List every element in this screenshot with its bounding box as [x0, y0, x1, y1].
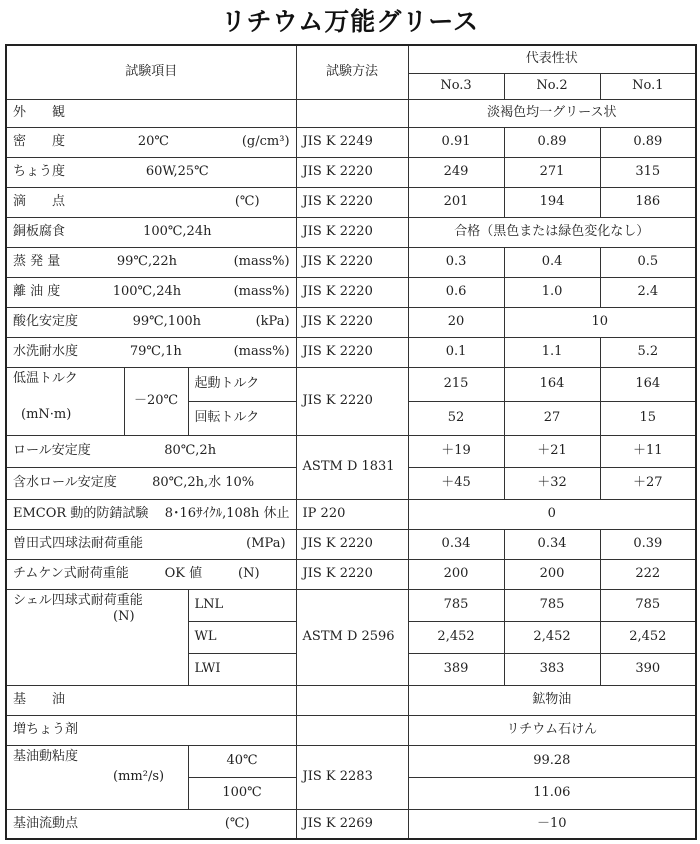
value-no2: 1.1 [504, 337, 600, 367]
value-no2: 0.89 [504, 127, 600, 157]
spec-table [5, 44, 697, 840]
unit: (kPa) [255, 314, 290, 329]
method-cell: JIS K 2220 [296, 247, 408, 277]
row-label: ロール安定度 [13, 443, 91, 458]
value-no1: 222 [600, 559, 696, 589]
method-cell: ASTM D 1831 [296, 435, 408, 499]
value-no3: 0.6 [408, 277, 504, 307]
value-no3: 201 [408, 187, 504, 217]
method-cell: JIS K 2220 [296, 529, 408, 559]
method-cell: JIS K 2269 [296, 809, 408, 839]
value-no1: 15 [600, 401, 696, 435]
value-no2: 271 [504, 157, 600, 187]
value-no3: ＋45 [408, 467, 504, 499]
row-dropping-point [6, 187, 696, 217]
value-no1: 0.39 [600, 529, 696, 559]
condition: 99℃,100h [132, 314, 201, 329]
page-title: リチウム万能グリース [220, 7, 479, 36]
value-no3: 0.3 [408, 247, 504, 277]
row-timken [6, 559, 696, 589]
method-cell: JIS K 2220 [296, 277, 408, 307]
row-label: 離 油 度 [13, 284, 61, 299]
value-no3: 0.91 [408, 127, 504, 157]
value-no2: 1.0 [504, 277, 600, 307]
value-no2: 2,452 [504, 621, 600, 653]
row-shell-lnl [6, 589, 696, 621]
row-appearance [6, 99, 696, 127]
grade-no1: No.1 [600, 73, 696, 99]
row-oxidation-stability [6, 307, 696, 337]
row-label: 滴 点 [13, 194, 66, 209]
row-label: チムケン式耐荷重能 [13, 566, 129, 581]
method-cell: JIS K 2220 [296, 559, 408, 589]
condition: －20℃ [124, 367, 188, 435]
unit: (mass%) [233, 344, 290, 359]
header-properties: 代表性状 [408, 45, 696, 73]
value-cell: 0 [408, 499, 696, 529]
unit: (mm²/s) [113, 768, 165, 784]
value-no1: 164 [600, 367, 696, 401]
value-no3: 785 [408, 589, 504, 621]
method-cell [296, 715, 408, 745]
value-cell: リチウム石けん [408, 715, 696, 745]
grade-no3: No.3 [408, 73, 504, 99]
method-cell [296, 99, 408, 127]
row-viscosity-40 [6, 745, 696, 777]
row-soda-four-ball [6, 529, 696, 559]
row-label: 曽田式四球法耐荷重能 [13, 536, 144, 551]
unit: (℃) [234, 194, 260, 209]
header-test-method: 試験方法 [296, 45, 408, 99]
value-no1: 390 [600, 653, 696, 685]
value-no1: 0.89 [600, 127, 696, 157]
sub-label: WL [188, 621, 296, 653]
condition: 99℃,22h [116, 254, 177, 269]
row-density [6, 127, 696, 157]
row-emcor [6, 499, 696, 529]
value-no1: 2,452 [600, 621, 696, 653]
unit: (℃) [224, 815, 250, 831]
method-cell: JIS K 2220 [296, 157, 408, 187]
condition: 20℃ [137, 134, 169, 149]
condition: 8･16ｻｲｸﾙ,108h 休止 [164, 506, 290, 521]
value-cell: 11.06 [408, 777, 696, 809]
value-no2: 0.34 [504, 529, 600, 559]
unit: (mass%) [233, 254, 290, 269]
value-no1: 315 [600, 157, 696, 187]
grade-no2: No.2 [504, 73, 600, 99]
row-label: 密 度 [13, 134, 66, 149]
value-no1: ＋11 [600, 435, 696, 467]
method-cell: JIS K 2220 [296, 337, 408, 367]
value-cell: 合格（黒色または緑色変化なし） [408, 217, 696, 247]
row-oil-separation [6, 277, 696, 307]
method-cell: JIS K 2283 [296, 745, 408, 809]
value-no1: 0.5 [600, 247, 696, 277]
sub-label: 回転トルク [188, 401, 296, 435]
row-water-washout [6, 337, 696, 367]
spec-table-container [5, 44, 697, 840]
condition: 80℃,2h,水 10% [152, 475, 255, 490]
value-no1: 186 [600, 187, 696, 217]
value-cell: 鉱物油 [408, 685, 696, 715]
unit: (mass%) [233, 284, 290, 299]
unit: (N) [238, 566, 260, 581]
unit: (g/cm³) [241, 134, 290, 149]
row-label: 外 観 [6, 99, 296, 127]
condition: 60W,25℃ [145, 164, 209, 179]
sub-label: LWI [188, 653, 296, 685]
value-no2: 200 [504, 559, 600, 589]
row-label: 水洗耐水度 [13, 344, 79, 359]
value-no2: 194 [504, 187, 600, 217]
value-no2: 27 [504, 401, 600, 435]
method-cell: IP 220 [296, 499, 408, 529]
condition: OK 値 [164, 566, 203, 581]
method-cell: JIS K 2220 [296, 307, 408, 337]
value-no2: 164 [504, 367, 600, 401]
value-no2: 0.4 [504, 247, 600, 277]
value-no3: 52 [408, 401, 504, 435]
row-label: 含水ロール安定度 [13, 475, 117, 490]
row-label: 基油流動点 [13, 815, 79, 831]
value-cell: －10 [408, 809, 696, 839]
row-label: 蒸 発 量 [13, 254, 61, 269]
value-no3: 249 [408, 157, 504, 187]
unit: (N) [113, 608, 135, 624]
value-cell: 99.28 [408, 745, 696, 777]
value-no2: ＋21 [504, 435, 600, 467]
method-cell: JIS K 2220 [296, 217, 408, 247]
low-temp-label-cell [6, 367, 124, 435]
value-no2: 383 [504, 653, 600, 685]
row-penetration [6, 157, 696, 187]
unit: (MPa) [246, 536, 286, 551]
row-label: シェル四球式耐荷重能 [13, 592, 143, 608]
method-cell: ASTM D 2596 [296, 589, 408, 685]
value-no3: 215 [408, 367, 504, 401]
condition: 100℃,24h [143, 224, 212, 239]
value-no1: 5.2 [600, 337, 696, 367]
value-no1: 785 [600, 589, 696, 621]
sub-label: 起動トルク [188, 367, 296, 401]
sub-label: 40℃ [188, 745, 296, 777]
sub-label: LNL [188, 589, 296, 621]
condition: 79℃,1h [129, 344, 182, 359]
value-no3: 0.34 [408, 529, 504, 559]
method-cell [296, 685, 408, 715]
row-label: 酸化安定度 [13, 314, 79, 329]
method-cell: JIS K 2220 [296, 367, 408, 435]
value-no3: 0.1 [408, 337, 504, 367]
row-copper-corrosion [6, 217, 696, 247]
viscosity-label-cell [6, 745, 188, 809]
value-no1: 2.4 [600, 277, 696, 307]
row-label: EMCOR 動的防錆試験 [13, 506, 149, 521]
condition: 80℃,2h [164, 443, 217, 458]
row-label: 低温トルク [13, 370, 78, 386]
row-base-oil [6, 685, 696, 715]
row-label: 基 油 [6, 685, 296, 715]
row-label: ちょう度 [13, 164, 66, 179]
row-label: 銅板腐食 [13, 224, 66, 239]
value-no2-no1: 10 [504, 307, 696, 337]
row-roll-stability [6, 435, 696, 467]
header-test-item: 試験項目 [6, 45, 296, 99]
row-thickener [6, 715, 696, 745]
row-label: 基油動粘度 [13, 748, 79, 764]
shell-label-cell [6, 589, 188, 685]
value-no3: 20 [408, 307, 504, 337]
sub-label: 100℃ [188, 777, 296, 809]
unit: (mN·m) [21, 406, 72, 422]
row-low-temp-torque-start [6, 367, 696, 401]
value-no3: ＋19 [408, 435, 504, 467]
condition: 100℃,24h [112, 284, 182, 299]
row-pour-point [6, 809, 696, 839]
value-no3: 200 [408, 559, 504, 589]
value-no2: 785 [504, 589, 600, 621]
value-no1: ＋27 [600, 467, 696, 499]
value-no2: ＋32 [504, 467, 600, 499]
method-cell: JIS K 2220 [296, 187, 408, 217]
method-cell: JIS K 2249 [296, 127, 408, 157]
row-evaporation [6, 247, 696, 277]
value-no3: 2,452 [408, 621, 504, 653]
value-cell: 淡褐色均一グリース状 [408, 99, 696, 127]
value-no3: 389 [408, 653, 504, 685]
row-label: 増ちょう剤 [6, 715, 296, 745]
